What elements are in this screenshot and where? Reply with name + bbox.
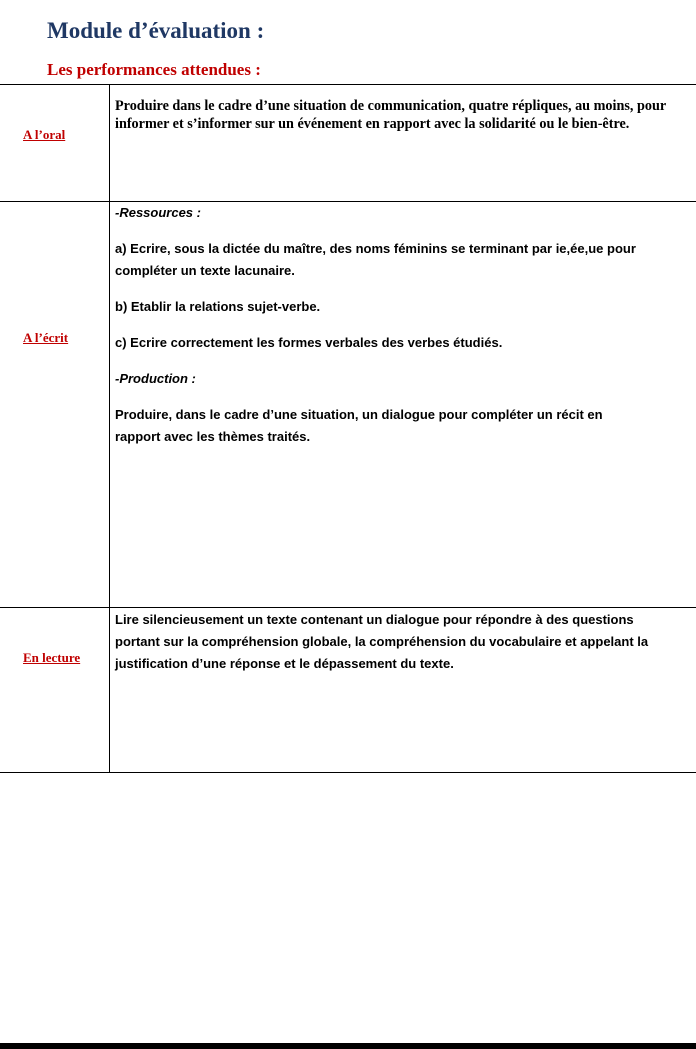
resource-item-a-line1: a) Ecrire, sous la dictée du maître, des noms féminins se terminant par ie,ée,ue pour xyxy=(115,241,636,256)
lecture-line2: portant sur la compréhension globale, la compréhension du vocabulaire et appelant la xyxy=(115,634,649,649)
production-line2: rapport avec les thèmes traités. xyxy=(115,429,311,444)
row-label-lecture: En lecture xyxy=(23,650,81,665)
lecture-content xyxy=(115,609,693,675)
section-subtitle: Les performances attendues : xyxy=(47,60,261,79)
row-label-oral: A l’oral xyxy=(23,127,66,142)
resource-item-b: b) Etablir la relations sujet-verbe. xyxy=(115,299,321,314)
ecrit-content xyxy=(115,202,693,448)
column-divider xyxy=(109,84,110,773)
page-title: Module d’évaluation : xyxy=(47,18,265,43)
performance-table xyxy=(0,84,696,773)
table-top-border xyxy=(0,84,696,85)
production-line1: Produire, dans le cadre d’une situation, un dialogue pour compléter un récit en xyxy=(115,407,603,422)
lecture-line3: justification d’une réponse et le dépassement du texte. xyxy=(115,656,454,671)
resources-heading: -Ressources : xyxy=(115,205,201,220)
row-divider-2 xyxy=(0,607,696,608)
production-heading: -Production : xyxy=(115,371,196,386)
row-label-ecrit: A l’écrit xyxy=(23,330,69,345)
bottom-edge-bar xyxy=(0,1043,696,1049)
resource-item-a-line2: compléter un texte lacunaire. xyxy=(115,263,295,278)
oral-text: Produire dans le cadre d’une situation de communication, quatre répliques, au moins, pour informer et s’informer sur un événement en rapport avec la solidarité ou le bien-être. xyxy=(115,98,666,132)
table-bottom-border xyxy=(0,772,696,773)
resource-item-c: c) Ecrire correctement les formes verbales des verbes étudiés. xyxy=(115,335,503,350)
lecture-line1: Lire silencieusement un texte contenant un dialogue pour répondre à des questions xyxy=(115,612,634,627)
